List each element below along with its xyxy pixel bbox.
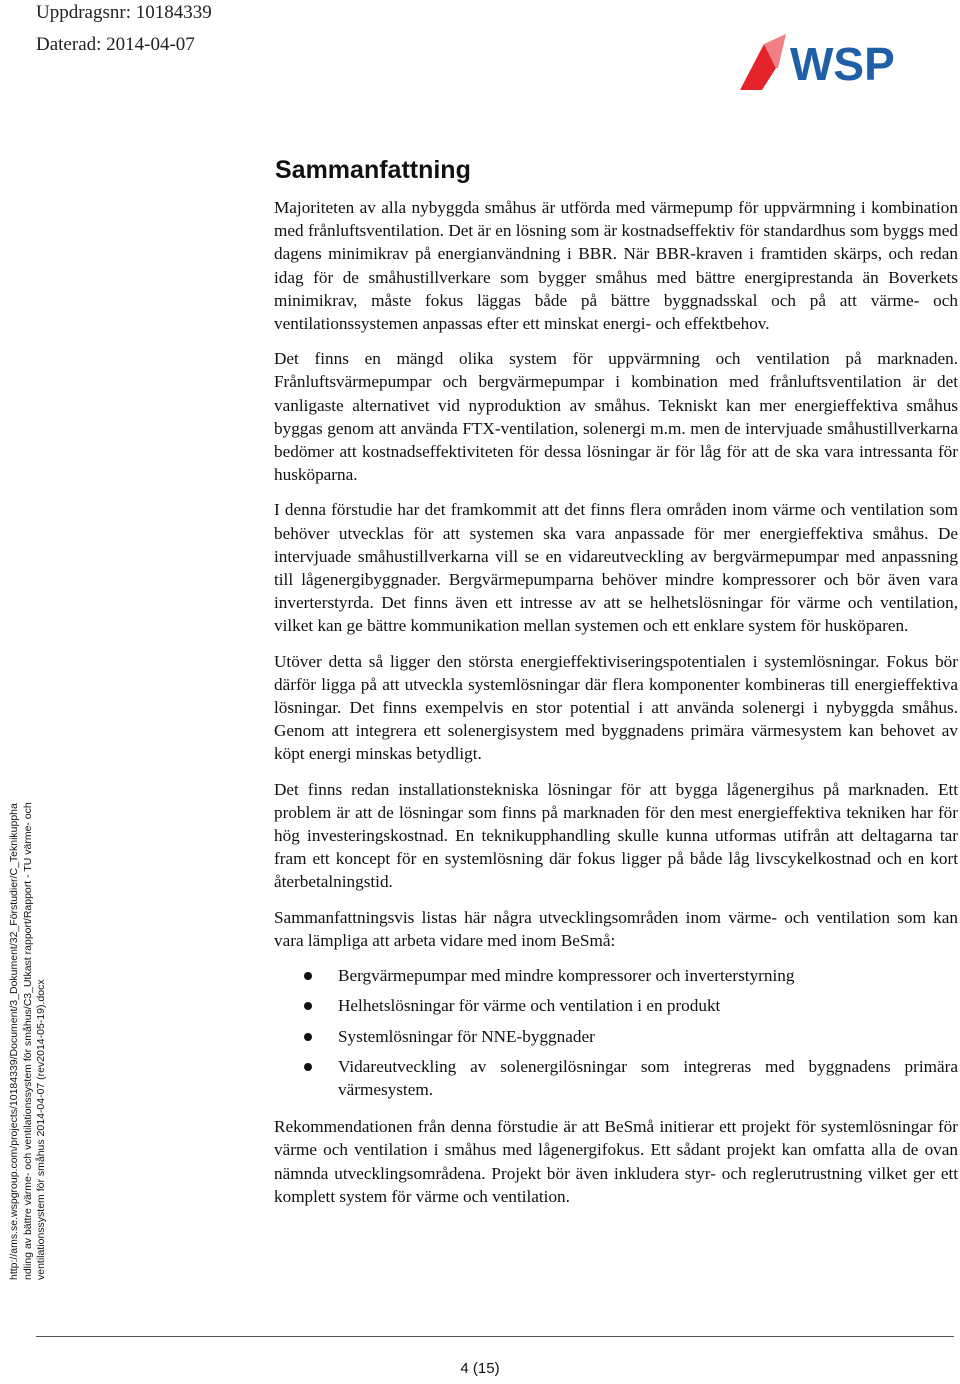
section-title: Sammanfattning (275, 156, 471, 184)
list-item: Vidareutveckling av solenergilösningar som integreras med byggnadens primära värmesystem. (274, 1055, 958, 1101)
footer-divider (36, 1336, 954, 1337)
logo-text: WSP (790, 38, 895, 90)
paragraph-3: I denna förstudie har det framkommit att det finns flera områden inom värme och ventilation som behöver utvecklas för att systemen ska vara anpassade för mer energieffektiva småhus. De intervjuade småhustillverkarna vill se en vidareutveckling av bergvärmepumpar med anpassning till lågenergibyggnader. Bergvärmepumparna behöver mindre kompressorer och bör även vara inverterstyrda. Det finns även ett intresse av att se helhetslösningar för värme och ventilation, vilket kan ge bättre kommunikation mellan systemen och ett enklare system för husköparen. (274, 500, 958, 636)
assignment-number: Uppdragsnr: 10184339 (36, 2, 212, 23)
paragraph-1: Majoriteten av alla nybyggda småhus är utförda med värmepump för uppvärmning i kombination med frånluftsventilation. Det är en lösning som är kostnadseffektiv för standardhus som byggs med dagens minimikrav på energianvändning i BBR. När BBR-kraven i framtiden skärps, och redan idag för de småhustillverkare som bygger småhus med bättre energiprestanda än Boverkets minimikrav, måste fokus läggas både på bättre byggnadsskal och på att värme- och ventilationssystemen anpassas efter ett minskat energi- och effektbehov. (274, 198, 958, 334)
list-item: Bergvärmepumpar med mindre kompressorer och inverterstyrning (274, 964, 958, 987)
list-item: Systemlösningar för NNE-byggnader (274, 1025, 958, 1048)
document-path: http://ams.se.wspgroup.com/projects/10184339/Document/3_Dokument/32_Förstudier/C_Teknikupphandling av bättre värme- och ventilationssystem för småhus/C3_Utkast rapport/Rapport - TU värme- och ventilationssystem för småhus 2014-04-07 (rev2014-05-19).docx (8, 802, 47, 1280)
paragraph-5: Det finns redan installationstekniska lösningar för att bygga lågenergihus på marknaden. Ett problem är att de lösningar som finns på marknaden för den mest energieffektiva tekniken har för hög investeringskostnad. En teknikupphandling skulle kunna utformas utifrån att deltagarna tar fram ett koncept för en systemlösning där fokus ligger på både låg livscykelkostnad och en kort återbetalningstid. (274, 779, 958, 892)
wsp-logo (728, 30, 928, 92)
paragraph-2: Det finns en mängd olika system för uppvärmning och ventilation på marknaden. Frånluftsvärmepumpar och bergvärmepumpar i kombination med frånluftsventilation är det vanligaste alternativet vid nyproduktion av småhus. Tekniskt kan mer energieffektiva småhus byggas genom att använda FTX-ventilation, solenergi m.m. men de intervjuade småhustillverkarna bedömer att kostnadseffektiviteten för dessa lösningar är för låg för att de ska vara intressanta för husköparna. (274, 349, 958, 485)
wsp-logo-mark (728, 30, 928, 92)
date-label: Daterad: 2014-04-07 (36, 34, 195, 55)
recommendation-paragraph: Rekommendationen från denna förstudie är att BeSmå initierar ett projekt för systemlösningar för värme och ventilation i småhus med lågenergifokus. Ett sådant projekt kan omfatta alla de ovan nämnda utvecklingsområdena. Projekt bör även inkludera styr- och reglerutrustning vilket ger ett komplett system för värme och ventilation. (274, 1117, 958, 1206)
summary-body (274, 196, 958, 1220)
paragraph-6: Sammanfattningsvis listas här några utvecklingsområden inom värme- och ventilation som kan vara lämpliga att arbeta vidare med inom BeSmå: (274, 907, 958, 950)
development-areas-list (274, 964, 958, 1101)
list-item: Helhetslösningar för värme och ventilation i en produkt (274, 994, 958, 1017)
paragraph-4: Utöver detta så ligger den största energieffektiviseringspotentialen i systemlösningar. Fokus bör därför ligga på att utveckla systemlösningar där flera komponenter kombineras till energieffektiva lösningar. Det finns exempelvis en stor potential i att använda solenergi i nybyggda småhus. Genom att integrera ett solenergisystem med byggnadens primära värmesystem kan behovet av köpt energi minskas betydligt. (274, 651, 958, 764)
page-number: 4 (15) (460, 1360, 500, 1377)
